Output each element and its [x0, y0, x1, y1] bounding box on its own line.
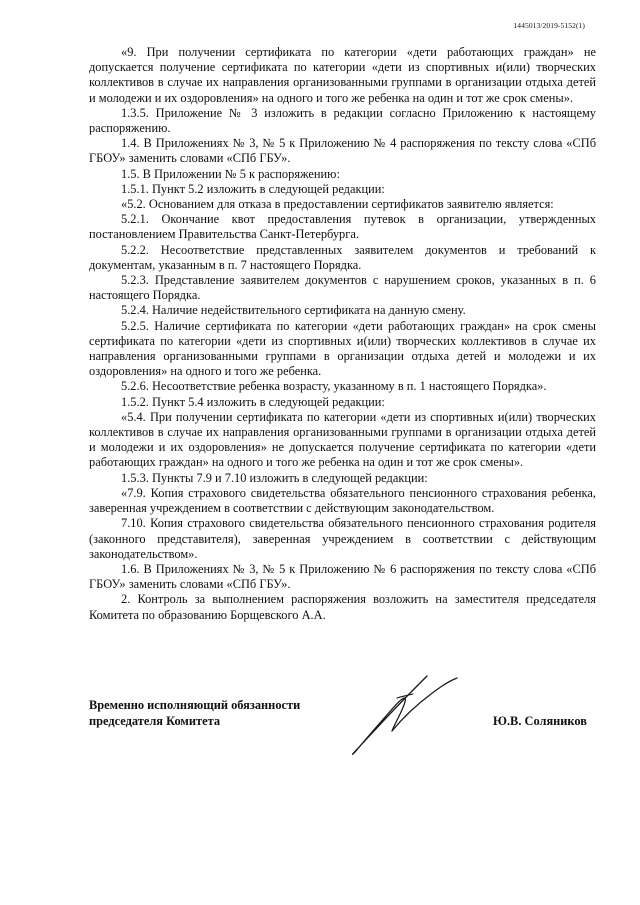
paragraph-1-5-3: 1.5.3. Пункты 7.9 и 7.10 изложить в следующей редакции:	[121, 470, 428, 485]
paragraph-5-2-3: 5.2.3. Представление заявителем документов с нарушением сроков, указанных в п. 6 настоящего Порядка.	[89, 273, 596, 303]
paragraph-2: 2. Контроль за выполнением распоряжения возложить на заместителя председателя Комитета по образованию Борщевского А.А.	[89, 592, 596, 622]
document-body	[89, 45, 596, 623]
paragraph-1-4: 1.4. В Приложениях № 3, № 5 к Приложению № 4 распоряжения по тексту слова «СПб ГБОУ» заменить словами «СПб ГБУ».	[89, 136, 596, 166]
handwritten-signature	[335, 668, 465, 768]
paragraph-5-2-1: 5.2.1. Окончание квот предоставления путевок в организации, утвержденных постановлением Правительства Санкт-Петербурга.	[89, 212, 596, 242]
paragraph-7-10: 7.10. Копия страхового свидетельства обязательного пенсионного страхования родителя (законного представителя), заверенная учреждением в соответствии с действующим законодательством».	[89, 516, 596, 561]
paragraph-5-2-6: 5.2.6. Несоответствие ребенка возрасту, указанному в п. 1 настоящего Порядка».	[121, 379, 547, 394]
paragraph-1-3-5: 1.3.5. Приложение № 3 изложить в редакции согласно Приложению к настоящему распоряжению.	[89, 105, 596, 136]
signatory-position-line-1: Временно исполняющий обязанности	[89, 698, 301, 712]
paragraph-5-2-2: 5.2.2. Несоответствие представленных заявителем документов и требований к документам, указанным в п. 7 настоящего Порядка.	[89, 242, 596, 272]
signatory-position-line-2: председателя Комитета	[89, 713, 221, 728]
signatory-name: Ю.В. Соляников	[493, 714, 587, 728]
paragraph-5-2-4: 5.2.4. Наличие недействительного сертификата на данную смену.	[121, 303, 466, 318]
paragraph-5-4: «5.4. При получении сертификата по категории «дети из спортивных и(или) творческих коллективов в случае их направления организованными группами в организации отдыха детей и молодежи и их оздоровления» не допускается получение сертификата по категории «дети работающих граждан» на одного и того же ребенка на один и тот же срок смены».	[89, 409, 596, 470]
document-id: 1445013/2019-5152(1)	[513, 21, 585, 30]
paragraph-1-5-1: 1.5.1. Пункт 5.2 изложить в следующей редакции:	[121, 181, 385, 196]
signatory-position	[89, 698, 300, 729]
paragraph-7-9: «7.9. Копия страхового свидетельства обязательного пенсионного страхования ребенка, заверенная учреждением в соответствии с действующим законодательством.	[89, 485, 596, 516]
paragraph-5-2: «5.2. Основанием для отказа в предоставлении сертификатов заявителю является:	[121, 197, 554, 212]
paragraph-1-5-2: 1.5.2. Пункт 5.4 изложить в следующей редакции:	[121, 394, 385, 409]
paragraph-1-6: 1.6. В Приложениях № 3, № 5 к Приложению № 6 распоряжения по тексту слова «СПб ГБОУ» заменить словами «СПб ГБУ».	[89, 561, 596, 592]
paragraph-5-2-5: 5.2.5. Наличие сертификата по категории «дети работающих граждан» на срок смены сертификата по категории «дети из спортивных и(или) творческих коллективов в случае их направления организованными группами в организации отдыха детей и молодежи и их оздоровления» на одного и того же ребенка.	[89, 318, 596, 379]
paragraph-1-5: 1.5. В Приложении № 5 к распоряжению:	[121, 166, 340, 181]
paragraph-item-9: «9. При получении сертификата по категории «дети работающих граждан» не допускается получение сертификата по категории «дети из спортивных и(или) творческих коллективов в случае их направления организованными группами в организации отдыха детей и молодежи и их оздоровления» на одного и того же ребенка на один и тот же срок смены».	[89, 45, 596, 105]
